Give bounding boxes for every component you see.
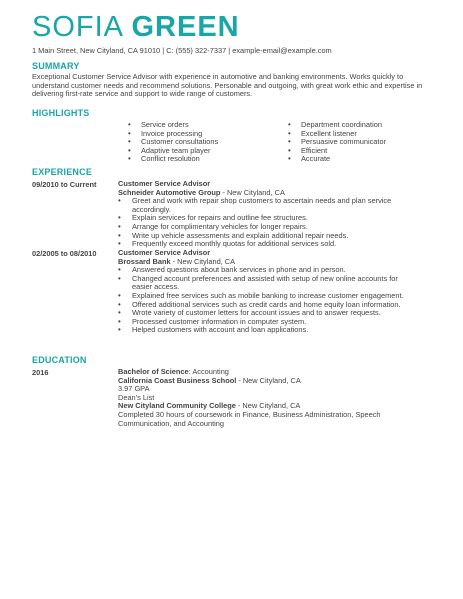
degree-field: : Accounting: [188, 367, 229, 376]
job-title: Customer Service Advisor: [118, 179, 211, 188]
list-item: • Arrange for complimentary vehicles for longer repairs.: [118, 223, 418, 232]
list-item: • Offered additional services such as credit cards and home equity loan information.: [118, 301, 418, 310]
candidate-name: [32, 10, 240, 44]
honor: Dean's List: [118, 392, 155, 402]
list-item: • Adaptive team player: [128, 147, 218, 156]
first-name: SOFIA: [32, 11, 123, 43]
list-item: • Conflict resolution: [128, 155, 218, 164]
summary-heading: SUMMARY: [32, 61, 80, 71]
list-item: • Answered questions about bank services in phone and in person.: [118, 266, 418, 275]
education-entry: [118, 368, 418, 428]
experience-heading: EXPERIENCE: [32, 167, 93, 177]
list-item: • Accurate: [288, 155, 386, 164]
last-name: GREEN: [131, 11, 240, 43]
job-dates: 02/2005 to 08/2010: [32, 249, 97, 258]
list-item: • Excellent listener: [288, 130, 386, 139]
school-location: - New Cityland, CA: [235, 401, 301, 411]
list-item: • Persuasive communicator: [288, 138, 386, 147]
education-heading: EDUCATION: [32, 355, 87, 365]
gpa: 3.97 GPA: [118, 384, 150, 394]
list-item: • Greet and work with repair shop customers to ascertain needs and plan service accordingly.: [118, 197, 418, 214]
highlights-heading: HIGHLIGHTS: [32, 108, 90, 118]
job-dates: 09/2010 to Current: [32, 180, 97, 189]
highlights-left-list: [128, 121, 218, 164]
list-item: • Helped customers with account and loan applications.: [118, 326, 418, 335]
job-duties-list: [118, 197, 418, 249]
employer-location: - New Cityland, CA: [170, 256, 236, 266]
job-duties-list: [118, 266, 418, 335]
degree-label: Bachelor of Science: [118, 367, 189, 376]
list-item: • Customer consultations: [128, 138, 218, 147]
list-item: • Changed account preferences and assisted with setup of new online accounts for easier access.: [118, 275, 418, 292]
school-location: - New Cityland, CA: [236, 375, 301, 385]
list-item: • Write up vehicle assessments and explain additional repair needs.: [118, 232, 418, 241]
school-name: California Coast Business School: [118, 375, 237, 385]
contact-line: 1 Main Street, New Cityland, CA 91010 | C: (555) 322-7337 | example-email@example.com: [32, 46, 332, 55]
list-item: • Efficient: [288, 147, 386, 156]
job-entry: [118, 249, 418, 335]
employer-name: Schneider Automotive Group: [118, 187, 221, 197]
list-item: • Department coordination: [288, 121, 386, 130]
list-item: • Wrote variety of customer letters for account issues and to answer requests.: [118, 309, 418, 318]
education-year: 2016: [32, 368, 49, 377]
employer-location: - New Cityland, CA: [220, 187, 285, 197]
list-item: • Frequently exceed monthly quotas for additional services sold.: [118, 240, 418, 249]
school-line: [118, 377, 418, 386]
list-item: • Explained free services such as mobile banking to increase customer engagement.: [118, 292, 418, 301]
list-item: • Invoice processing: [128, 130, 218, 139]
employer-name: Brossard Bank: [118, 256, 171, 266]
list-item: • Processed customer information in computer system.: [118, 318, 418, 327]
coursework: Completed 30 hours of coursework in Finance, Business Administration, Speech Communication, and Accounting: [118, 409, 381, 428]
summary-text: Exceptional Customer Service Advisor with experience in automotive and banking environments. Works quickly to understand customer needs and recommend solutions. Personable and outgoing, with great work ethic and expertise in delivering first-rate service and support to wide range of customers.: [32, 72, 423, 99]
highlights-right-list: [288, 121, 386, 164]
list-item: • Service orders: [128, 121, 218, 130]
school-name: New Cityland Community College: [118, 401, 236, 411]
job-entry: [118, 180, 418, 249]
list-item: • Explain services for repairs and outline fee structures.: [118, 214, 418, 223]
job-title: Customer Service Advisor: [118, 248, 211, 257]
